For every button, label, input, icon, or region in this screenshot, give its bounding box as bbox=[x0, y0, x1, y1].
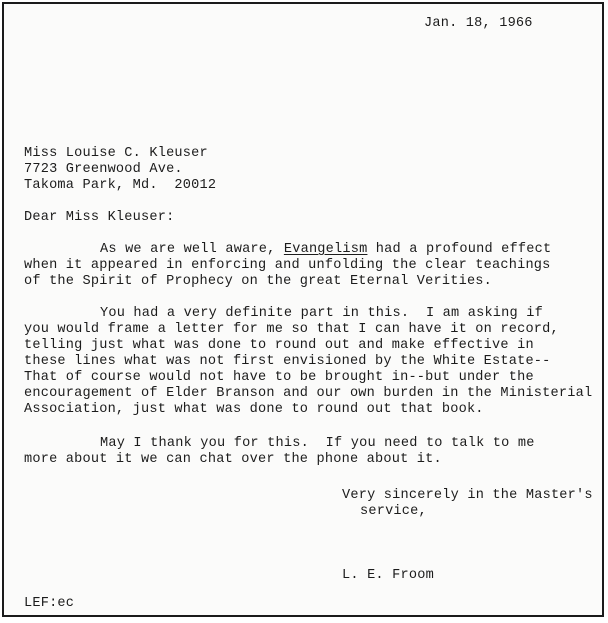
paragraph-2-line-2: you would frame a letter for me so that I can have it on record, bbox=[24, 322, 559, 337]
paragraph-2-line-7: Association, just what was done to round out that book. bbox=[24, 402, 484, 417]
closing-line-2: service, bbox=[360, 504, 427, 519]
paragraph-2-line-6: encouragement of Elder Branson and our own burden in the Ministerial bbox=[24, 386, 593, 401]
signature-name: L. E. Froom bbox=[342, 568, 434, 583]
p1-text-b: had a profound effect bbox=[367, 242, 552, 257]
paragraph-3-line-2: more about it we can chat over the phone about it. bbox=[24, 452, 442, 467]
paragraph-1-line-1 bbox=[100, 242, 551, 257]
p1-underlined-title: Evangelism bbox=[283, 242, 368, 257]
recipient-street: 7723 Greenwood Ave. bbox=[24, 162, 183, 177]
letter-page bbox=[2, 2, 604, 617]
recipient-city: Takoma Park, Md. 20012 bbox=[24, 178, 217, 193]
p1-text-a: As we are well aware, bbox=[100, 242, 284, 257]
closing-line-1: Very sincerely in the Master's bbox=[342, 488, 593, 503]
paragraph-2-line-1: You had a very definite part in this. I am asking if bbox=[100, 306, 543, 321]
recipient-name: Miss Louise C. Kleuser bbox=[24, 146, 208, 161]
paragraph-2-line-3: telling just what was done to round out and make effective in bbox=[24, 338, 534, 353]
paragraph-2-line-4: these lines what was not first envisioned by the White Estate-- bbox=[24, 354, 551, 369]
paragraph-1-line-2: when it appeared in enforcing and unfolding the clear teachings bbox=[24, 258, 551, 273]
typist-initials: LEF:ec bbox=[24, 596, 75, 611]
paragraph-2-line-5: That of course would not have to be brought in--but under the bbox=[24, 370, 534, 385]
paragraph-3-line-1: May I thank you for this. If you need to talk to me bbox=[100, 436, 535, 451]
paragraph-1-line-3: of the Spirit of Prophecy on the great Eternal Verities. bbox=[24, 274, 493, 289]
salutation: Dear Miss Kleuser: bbox=[24, 210, 175, 225]
letter-date: Jan. 18, 1966 bbox=[424, 16, 533, 31]
